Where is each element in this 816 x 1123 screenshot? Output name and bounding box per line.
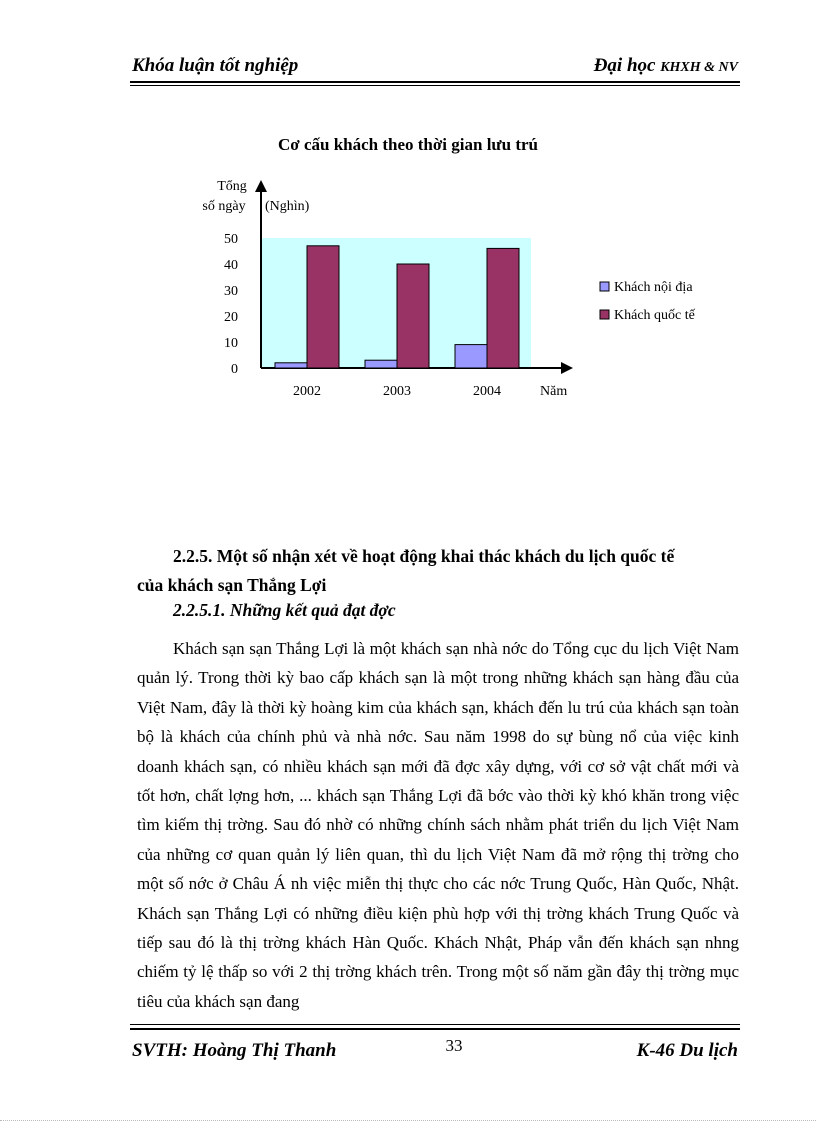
page-number: 33 [445,1036,463,1055]
body-paragraph: Khách sạn sạn Thắng Lợi là một khách sạn nhà nớc do Tổng cục du lịch Việt Nam quản lý. Trong thời kỳ bao cấp khách sạn là một trong những khách sạn hàng đầu của Việt Nam, đây là thời kỳ hoàng kim của khách sạn, khách đến lu trú của khách sạn toàn bộ là khách của chính phủ và nhà nớc. Sau năm 1998 do sự bùng nổ của việc kinh doanh khách sạn, có nhiều khách sạn mới đã đợc xây dựng, với cơ sở vật chất mới và tốt hơn, chất lợng hơn, ... khách sạn Thắng Lợi đã bớc vào thời kỳ khó khăn trong việc tìm kiếm thị trờng. Sau đó nhờ có những chính sách nhằm phát triển du lịch Việt Nam của những cơ quan quản lý liên quan, thì du lịch Việt Nam đã mở rộng thị trờng cho một số nớc ở Châu Á nh việc miễn thị thực cho các nớc Trung Quốc, Hàn Quốc, Nhật. Khách sạn Thắng Lợi có những điều kiện phù hợp với thị trờng khách Trung Quốc và tiếp sau đó là thị trờng khách Hàn Quốc. Khách Nhật, Pháp vẫn đến khách sạn nhng chiếm tỷ lệ thấp so với 2 thị trờng khách trên. Trong một số năm gần đây thị trờng mục tiêu của khách sạn đang [137,639,739,1011]
bar-2002-domestic [275,363,307,368]
legend-label: Khách quốc tế [614,308,695,323]
bar-2003-domestic [365,360,397,368]
y-tick-label: 0 [231,362,238,377]
section-heading-line1: 2.2.5. Một số nhận xét về hoạt động khai thác khách du lịch quốc tế [173,546,675,566]
x-tick-label: 2002 [293,384,321,399]
bar-chart [180,170,740,410]
y-tick-label: 30 [224,284,238,299]
page-edge-dotted [0,1120,816,1121]
bar-2002-international [307,246,339,368]
bar-2004-domestic [455,345,487,368]
y-axis-arrow [255,180,267,192]
footer-right: K-46 Du lịch [636,1040,738,1061]
subheading: 2.2.5.1. Những kết quả đạt đợc [173,600,396,620]
y-tick-label: 20 [224,310,238,325]
section-heading-line2: của khách sạn Thắng Lợi [137,575,327,595]
header-left: Khóa luận tốt nghiệp [132,55,299,76]
legend-swatch [600,282,609,291]
y-tick-label: 10 [224,336,238,351]
header-rule-thin [130,85,740,86]
footer-rule [130,1028,740,1030]
y-tick-label: 50 [224,232,238,247]
legend-swatch [600,310,609,319]
header-right-small: KHXH & NV [660,60,738,75]
y-tick-label: 40 [224,258,238,273]
footer-rule-thin [130,1024,740,1025]
header-right [594,55,738,77]
chart-title: Cơ cấu khách theo thời gian lưu trú [278,135,538,154]
legend-label: Khách nội địa [614,280,693,295]
bar-2003-international [397,264,429,368]
y-label-line1: Tổng [217,179,247,194]
x-tick-label: 2004 [473,384,501,399]
footer-left: SVTH: Hoàng Thị Thanh [132,1040,337,1061]
x-axis-arrow [561,362,573,374]
bar-2004-international [487,248,519,368]
x-tick-label: 2003 [383,384,411,399]
x-label: Năm [540,384,568,399]
y-label-line2: số ngày [202,199,246,214]
y-unit: (Nghìn) [265,199,310,214]
header-right-main: Đại học [593,55,656,76]
section-heading [137,542,740,600]
header-rule [130,81,740,83]
